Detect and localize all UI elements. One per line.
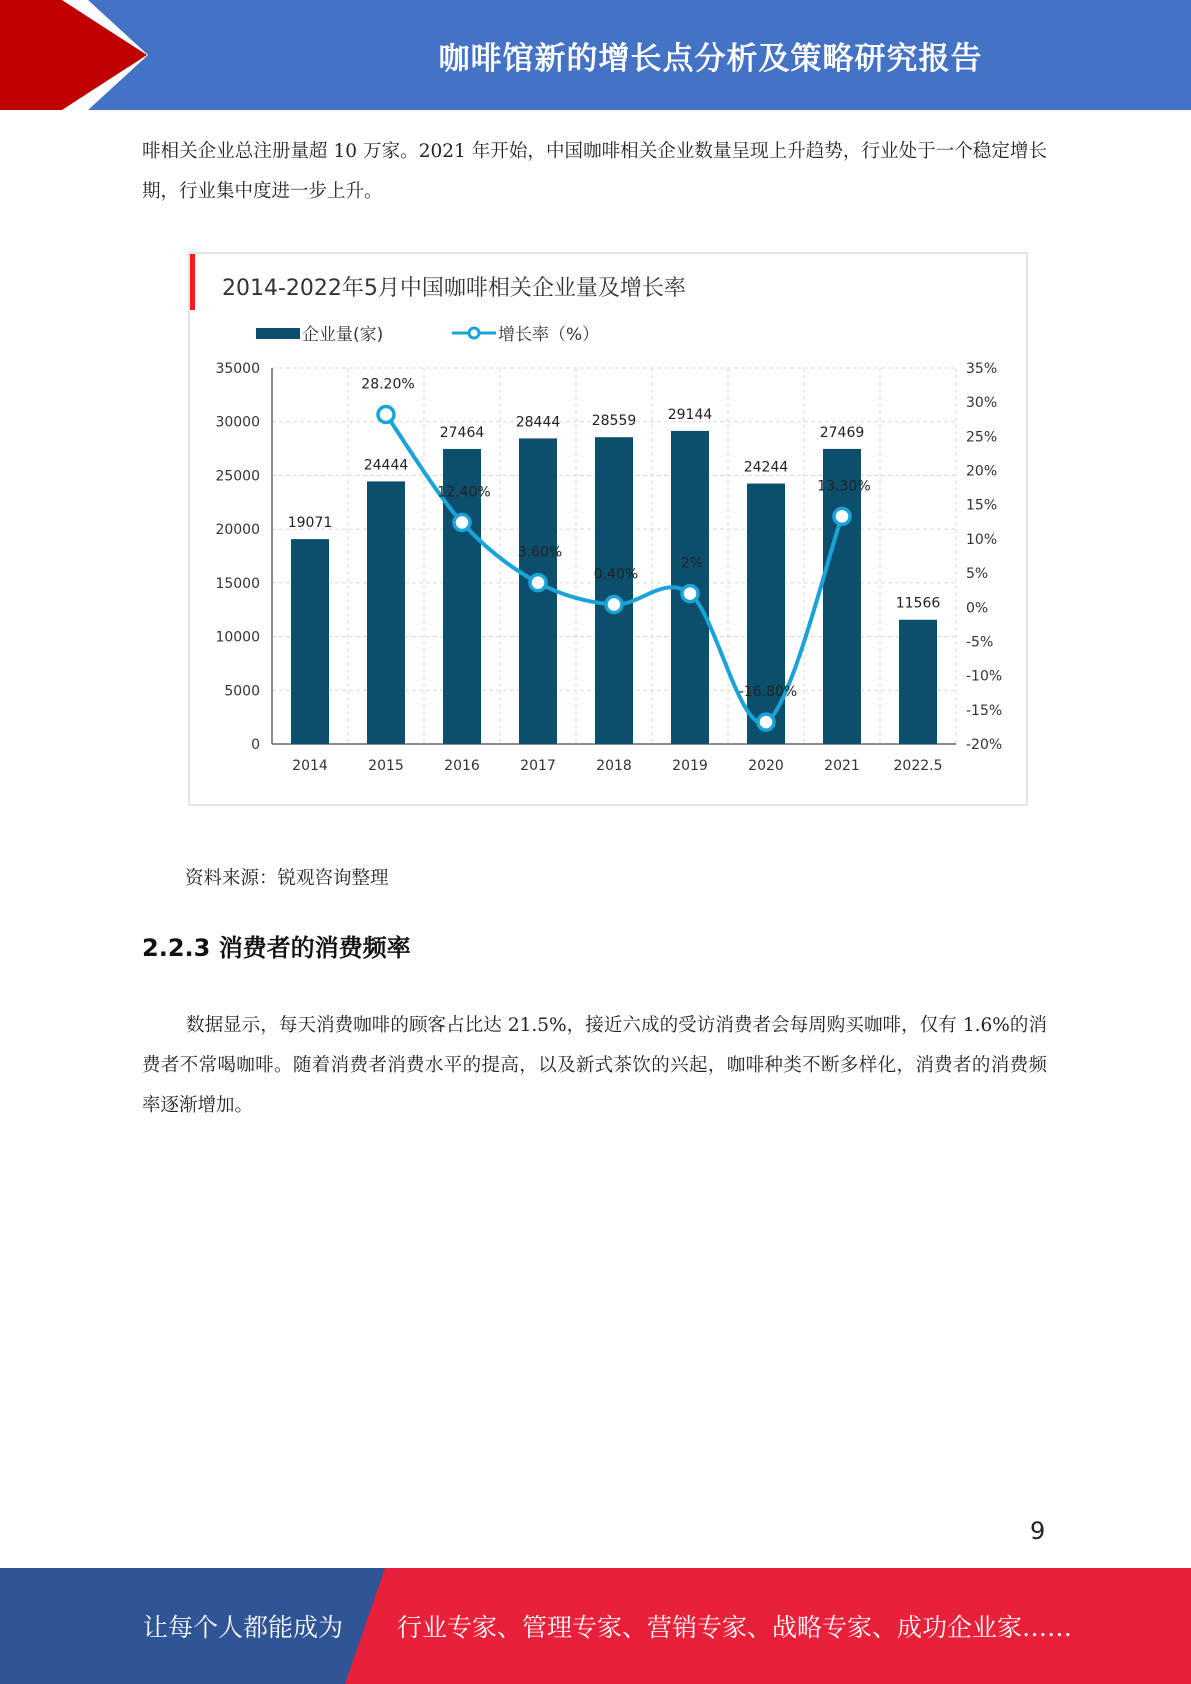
- legend-bar-label: 企业量(家): [302, 325, 384, 345]
- growth-rate-point: [454, 515, 470, 531]
- bar-value-label: 24444: [363, 457, 409, 474]
- legend-line-marker: [469, 328, 479, 338]
- report-title: 咖啡馆新的增长点分析及策略研究报告: [438, 40, 983, 77]
- left-axis-tick-label: 5000: [224, 683, 260, 700]
- header-arrow-decoration: [0, 0, 160, 110]
- right-axis-tick-label: -20%: [966, 737, 1003, 753]
- right-axis-tick-label: 35%: [966, 361, 998, 377]
- chart-container: [188, 252, 1028, 806]
- x-axis-tick-label: 2018: [596, 758, 632, 774]
- x-axis-tick-label: 2021: [824, 758, 860, 774]
- right-axis-tick-label: 20%: [966, 463, 998, 480]
- right-axis-tick-label: 5%: [966, 566, 989, 583]
- page-footer: [0, 1568, 1191, 1684]
- bar-value-label: 19071: [287, 515, 333, 532]
- right-axis-tick-label: -15%: [966, 702, 1003, 719]
- left-axis-tick-label: 10000: [215, 629, 260, 646]
- bar-value-label: 29144: [667, 406, 713, 423]
- bar-value-label: 24244: [743, 459, 789, 476]
- legend-line-label: 增长率（%）: [498, 325, 600, 345]
- growth-rate-label: 28.20%: [361, 376, 415, 393]
- enterprise-growth-chart: [190, 254, 1030, 808]
- growth-rate-point: [378, 406, 394, 422]
- footer-slogan-right: 行业专家、管理专家、营销专家、战略专家、成功企业家……: [397, 1613, 1073, 1642]
- right-axis-tick-label: -10%: [966, 668, 1003, 685]
- right-axis-tick-label: 0%: [966, 600, 989, 617]
- x-axis-tick-label: 2016: [444, 758, 480, 774]
- growth-rate-label: 3.60%: [517, 544, 563, 561]
- x-axis-tick-label: 2017: [520, 758, 556, 774]
- left-axis-tick-label: 35000: [215, 361, 260, 377]
- growth-rate-point: [606, 597, 622, 613]
- bar: [595, 437, 633, 744]
- footer-slogan-left: 让每个人都能成为: [143, 1613, 344, 1642]
- section-heading: 2.2.3 消费者的消费频率: [142, 934, 411, 962]
- bar-value-label: 27464: [439, 424, 485, 441]
- bar-value-label: 11566: [895, 595, 941, 612]
- x-axis-tick-label: 2019: [672, 758, 708, 774]
- page-header: [0, 0, 1191, 110]
- x-axis-tick-label: 2015: [368, 758, 404, 774]
- right-axis-tick-label: 30%: [966, 395, 998, 412]
- legend-bar-swatch: [256, 328, 300, 339]
- growth-rate-label: -16.80%: [738, 684, 798, 701]
- right-axis-tick-label: -5%: [966, 634, 994, 651]
- chart-title-accent: [190, 254, 195, 310]
- body-paragraph: 啡相关企业总注册量超 10 万家。2021 年开始，中国咖啡相关企业数量呈现上升趋势，行业处于一个稳定增长期，行业集中度进一步上升。: [142, 141, 1047, 202]
- bar-value-label: 28559: [591, 413, 637, 430]
- growth-rate-label: 0.40%: [593, 566, 639, 583]
- source-note: 资料来源：锐观咨询整理: [185, 868, 389, 889]
- body-paragraph: 数据显示，每天消费咖啡的顾客占比达 21.5%，接近六成的受访消费者会每周购买咖啡，仅有 1.6%的消费者不常喝咖啡。随着消费者消费水平的提高，以及新式茶饮的兴起，咖啡种类不断多样化，消费者的消费频率逐渐增加。: [142, 1015, 1047, 1116]
- growth-rate-point: [682, 586, 698, 602]
- growth-rate-label: 13.30%: [817, 478, 871, 495]
- growth-rate-label: 12.40%: [437, 484, 491, 501]
- bar-value-label: 27469: [819, 424, 865, 441]
- left-axis-tick-label: 25000: [215, 468, 260, 485]
- growth-rate-label: 2%: [680, 555, 704, 572]
- page-number: 9: [1030, 1517, 1046, 1545]
- right-axis-tick-label: 15%: [966, 497, 998, 514]
- x-axis-tick-label: 2014: [292, 758, 328, 774]
- chart-legend: [256, 325, 599, 345]
- left-axis-tick-label: 20000: [215, 522, 260, 539]
- right-axis-tick-label: 25%: [966, 429, 998, 446]
- bar: [367, 481, 405, 744]
- chart-title: 2014-2022年5月中国咖啡相关企业量及增长率: [222, 276, 686, 301]
- growth-rate-point: [530, 575, 546, 591]
- right-axis-tick-label: 10%: [966, 531, 998, 548]
- left-axis-tick-label: 15000: [215, 575, 260, 592]
- left-axis-tick-label: 30000: [215, 414, 260, 431]
- growth-rate-point: [834, 508, 850, 524]
- growth-rate-point: [758, 714, 774, 730]
- bar-value-label: 28444: [515, 414, 561, 431]
- x-axis-tick-label: 2020: [748, 758, 784, 774]
- left-axis-tick-label: 0: [251, 737, 260, 753]
- bar: [899, 620, 937, 744]
- bar: [291, 539, 329, 744]
- plot-area: [215, 361, 1002, 774]
- x-axis-tick-label: 2022.5: [893, 758, 943, 774]
